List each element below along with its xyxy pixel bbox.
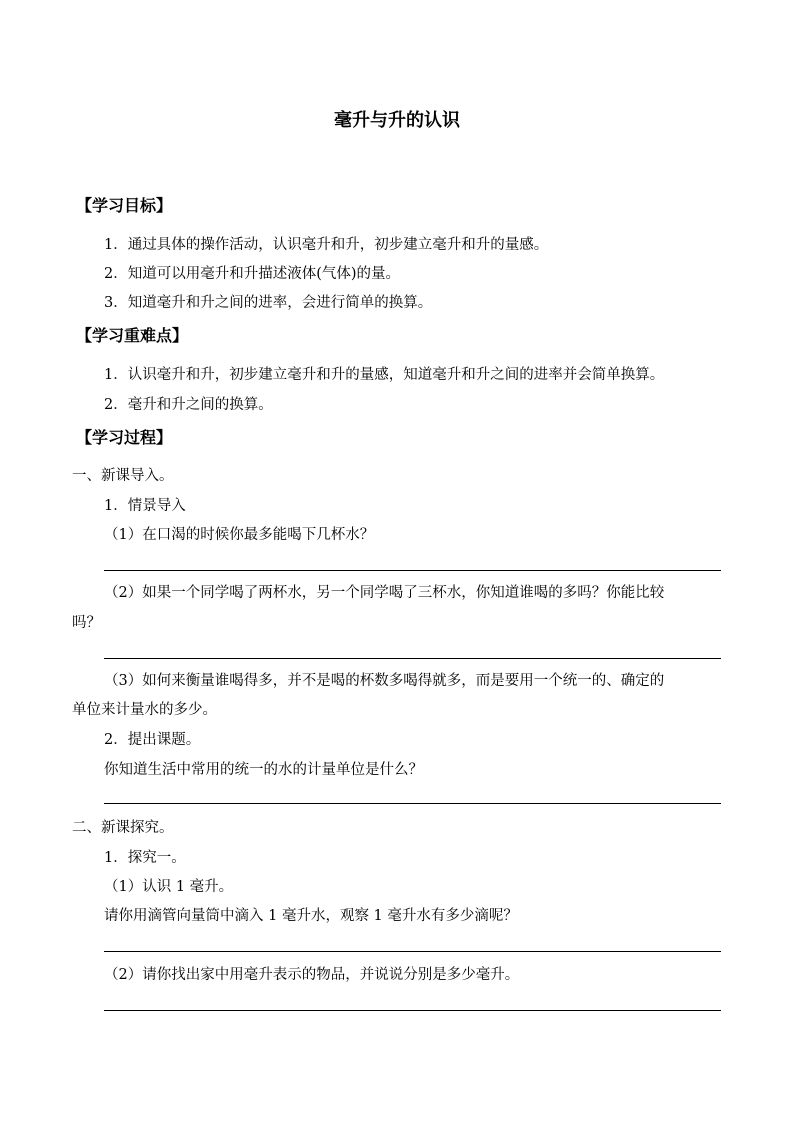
key-point-item-1: 1．认识毫升和升，初步建立毫升和升的量感，知道毫升和升之间的进率并会简单换算。	[104, 367, 665, 383]
answer-line[interactable]	[104, 803, 721, 804]
key-points-heading: 【学习重难点】	[76, 326, 189, 345]
part1-question-3-line1: （3）如何来衡量谁喝得多，并不是喝的杯数多喝得就多，而是要用一个统一的、确定的	[104, 673, 665, 689]
part1-question-1: （1）在口渴的时候你最多能喝下几杯水？	[104, 527, 375, 543]
part1-question-4: 你知道生活中常用的统一的水的计量单位是什么？	[104, 762, 423, 778]
document-title: 毫升与升的认识	[334, 110, 460, 131]
part1-sub1: 1．情景导入	[104, 498, 186, 514]
answer-line[interactable]	[104, 1010, 721, 1011]
objective-item-2: 2．知道可以用毫升和升描述液体(气体)的量。	[104, 266, 401, 282]
part2-title: 二、新课探究。	[72, 820, 174, 836]
part1-question-3-line2: 单位来计量水的多少。	[72, 702, 217, 718]
part1-question-2-line1: （2）如果一个同学喝了两杯水，另一个同学喝了三杯水，你知道谁喝的多吗？你能比较	[104, 585, 665, 601]
part2-sub1: 1．探究一。	[104, 850, 186, 866]
part1-sub2: 2．提出课题。	[104, 732, 201, 748]
answer-line[interactable]	[104, 951, 721, 952]
objective-item-3: 3．知道毫升和升之间的进率，会进行简单的换算。	[104, 295, 433, 311]
part2-question-2: （2）请你找出家中用毫升表示的物品，并说说分别是多少毫升。	[104, 967, 520, 983]
answer-line[interactable]	[104, 570, 721, 571]
objectives-heading: 【学习目标】	[76, 196, 173, 215]
part1-question-2-line2: 吗？	[72, 615, 101, 631]
answer-line[interactable]	[104, 658, 721, 659]
part2-question-1: （1）认识 1 毫升。	[104, 879, 234, 895]
key-point-item-2: 2．毫升和升之间的换算。	[104, 397, 273, 413]
part2-question-1-detail: 请你用滴管向量筒中滴入 1 毫升水，观察 1 毫升水有多少滴呢？	[104, 908, 518, 924]
part1-title: 一、新课导入。	[72, 468, 174, 484]
process-heading: 【学习过程】	[76, 428, 173, 447]
objective-item-1: 1．通过具体的操作活动，认识毫升和升，初步建立毫升和升的量感。	[104, 237, 549, 253]
